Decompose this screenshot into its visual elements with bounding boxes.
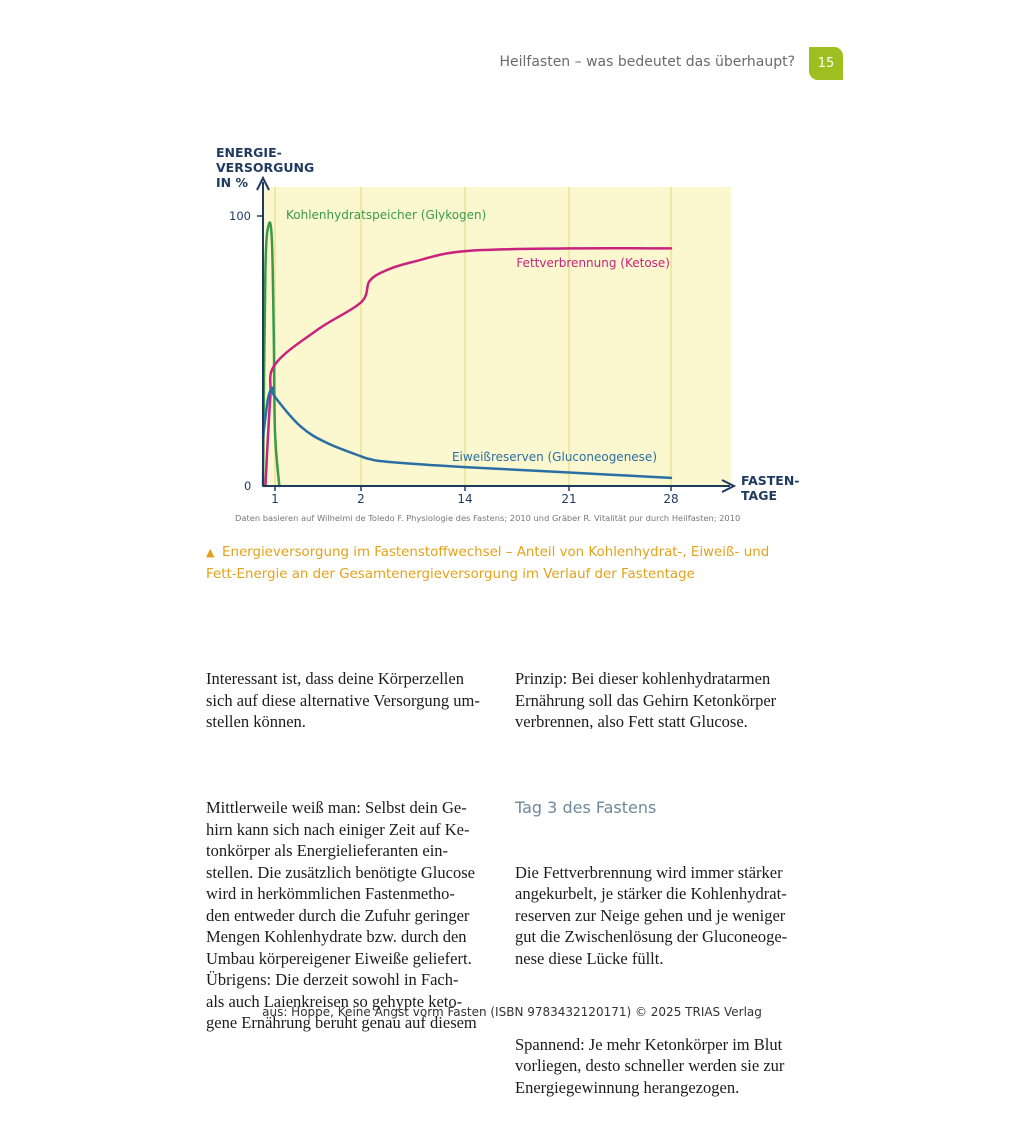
running-header	[430, 47, 843, 80]
body-paragraph: Prinzip: Bei dieser kohlenhydratarmen Ernährung soll das Gehirn Ketonkörper verbrennen, also Fett statt Glucose.	[515, 669, 777, 731]
chart-source-note: Daten basieren auf Wilhelmi de Toledo F. Physiologie des Fastens; 2010 und Gräber R. Vitalität pur durch Heilfasten; 2010	[235, 513, 741, 523]
x-tick-label-21: 21	[561, 492, 577, 506]
caption-line-2: Fett-Energie an der Gesamtenergieversorgung im Verlauf der Fastentage	[206, 567, 695, 582]
body-paragraph: Die Fettverbrennung wird immer stärker angekurbelt, je stärker die Kohlenhydrat- reserven zur Neige gehen und je weniger gut die Zwischenlösung der Gluconeoge- nese diese Lücke füllt.	[515, 862, 788, 968]
x-tick-label-14: 14	[457, 492, 473, 506]
x-tick-label-28: 28	[663, 492, 679, 506]
energy-supply-chart	[200, 140, 810, 535]
x-axis-label-line-2: TAGE	[741, 488, 778, 503]
x-tick-label-2: 2	[357, 492, 365, 506]
running-header-title: Heilfasten – was bedeutet das überhaupt?	[499, 54, 795, 70]
series-label-gluconeogenesis: Eiweißreserven (Gluconeogenese)	[451, 450, 657, 464]
text-column-right	[515, 625, 805, 1141]
body-paragraph: Mittlerweile weiß man: Selbst dein Ge- hirn kann sich nach einiger Zeit auf Ke- tonkörper als Energielieferanten ein- stellen. Die zusätzlich benötigte Glucose wird in herkömmlichen Fastenmetho- den entweder durch die Zufuhr geringer Mengen Kohlenhydrate bzw. durch den Umbau körpereigener Eiweiße geliefert. Übrigens: Die derzeit sowohl in Fach- als auch Laienkreisen so gehypte keto- gene Ernährung beruht genau auf diesem	[206, 798, 477, 1032]
caption-line-1	[206, 542, 806, 564]
page-footer: aus: Hoppe, Keine Angst vorm Fasten (ISBN 9783432120171) © 2025 TRIAS Verlag	[262, 1005, 762, 1019]
plot-background	[263, 187, 731, 486]
body-paragraph: Interessant ist, dass deine Körperzellen sich auf diese alternative Versorgung um- stellen können.	[206, 669, 480, 731]
x-axis-label-line-1: FASTEN-	[741, 473, 800, 488]
body-paragraph: Spannend: Je mehr Ketonkörper im Blut vorliegen, desto schneller werden sie zur Energiegewinnung herangezogen.	[515, 1034, 785, 1097]
page-number-badge: 15	[809, 47, 843, 80]
series-label-glycogen: Kohlenhydratspeicher (Glykogen)	[286, 208, 487, 222]
y-axis-label-line-1: ENERGIE-	[216, 145, 282, 160]
y-axis-label-line-2: VERSORGUNG	[216, 160, 315, 175]
y-tick-label-100: 100	[229, 209, 251, 223]
caret-up-icon: ▲	[206, 546, 215, 559]
figure-caption	[206, 542, 806, 586]
y-tick-label-0: 0	[244, 479, 252, 493]
caption-text-1: Energieversorgung im Fastenstoffwechsel – Anteil von Kohlenhydrat-, Eiweiß- und	[222, 545, 770, 560]
x-tick-label-1: 1	[271, 492, 279, 506]
y-axis-label-line-3: IN %	[216, 175, 248, 190]
section-heading: Tag 3 des Fastens	[515, 798, 657, 817]
series-label-ketosis: Fettverbrennung (Ketose)	[516, 256, 670, 270]
